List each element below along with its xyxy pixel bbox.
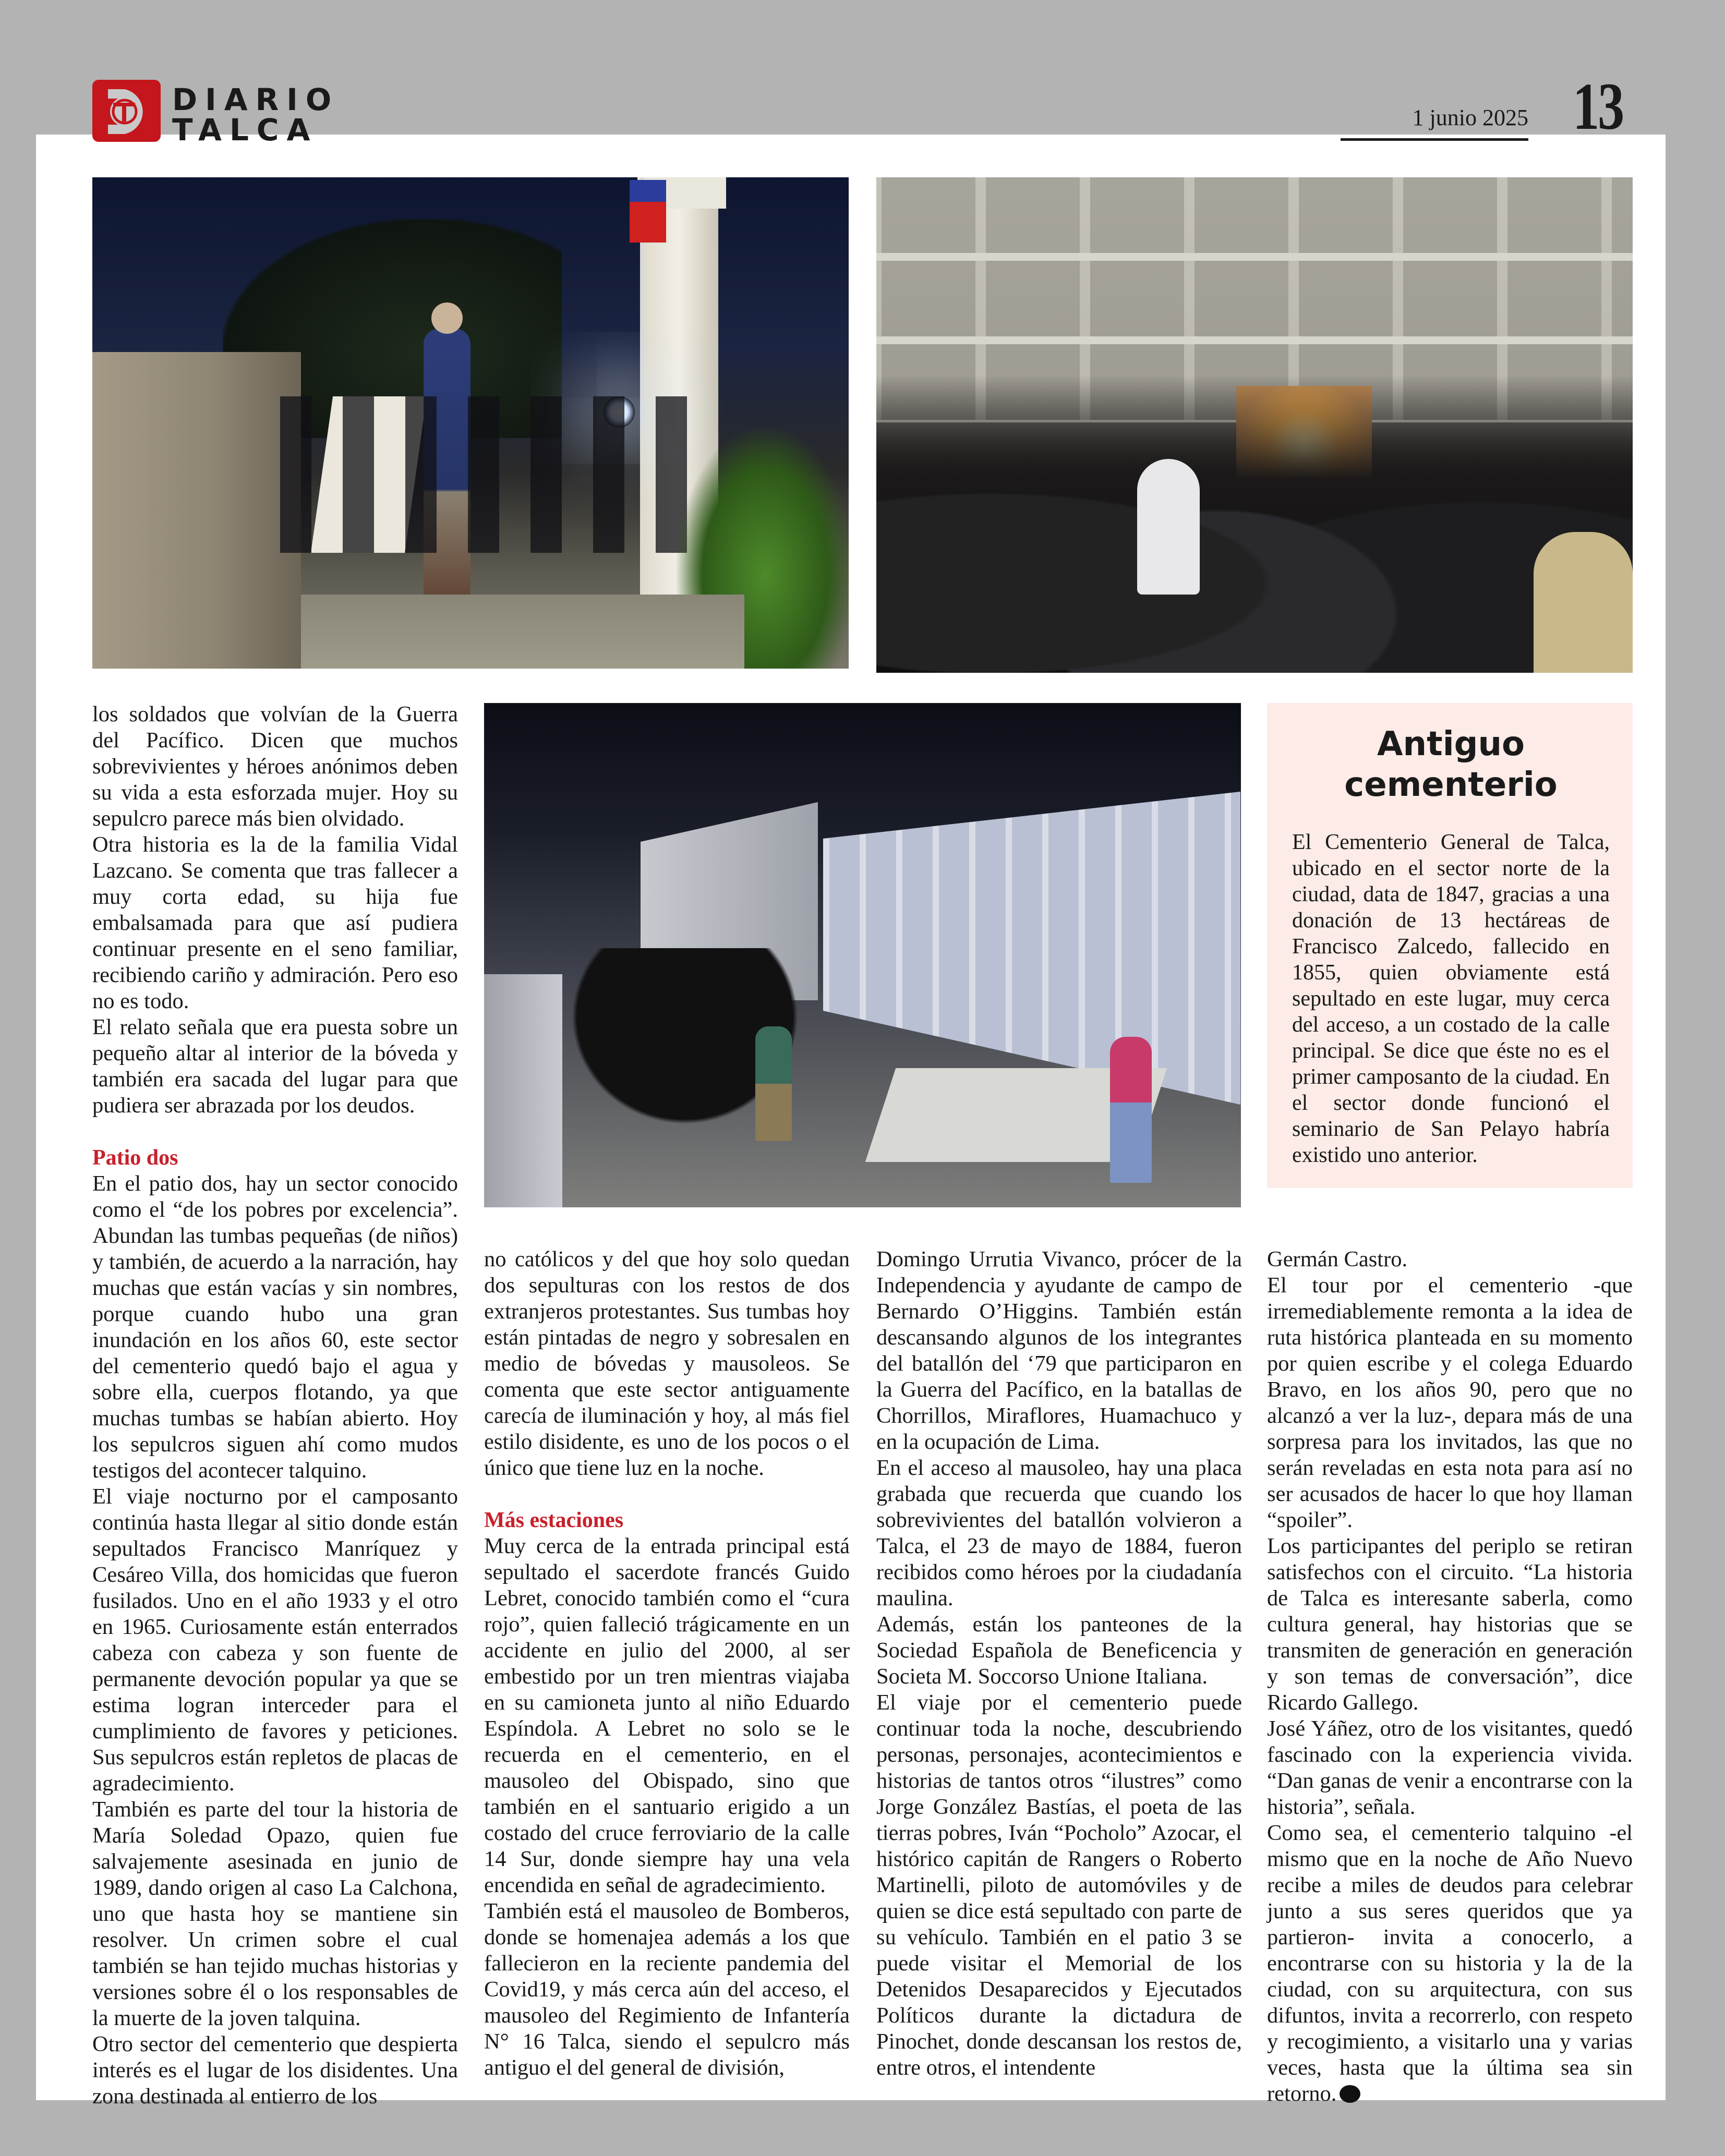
article-column-1	[92, 701, 458, 2110]
paragraph: José Yáñez, otro de los visitantes, quedó fascinado con la experiencia vivida. “Dan ganas de venir a encontrarse con la historia”, señala.	[1267, 1716, 1633, 1819]
paragraph: El relato señala que era puesta sobre un pequeño altar al interior de la bóveda y también era sacada del lugar para que pudiera ser abrazada por los deudos.	[92, 1015, 458, 1118]
photo-soldier-reenactor	[92, 177, 849, 669]
article-column-4	[1267, 1246, 1633, 2107]
paragraph: Otro sector del cementerio que despierta interés es el lugar de los disidentes. Una zona destinada al entierro de los	[92, 2032, 458, 2109]
subheading-mas-estaciones: Más estaciones	[484, 1508, 624, 1532]
paragraph: El tour por el cementerio -que irremediablemente remonta a la idea de ruta histórica planteada en su momento por quien escribe y el colega Eduardo Bravo, en los años 90, pero que no alcanzó a ver la luz-, depara más de una sorpresa para los invitados, las que no serán reveladas en esta nota para así no ser acusados de hacer lo que hoy llaman “spoiler”.	[1267, 1273, 1633, 1532]
page-number: 13	[1573, 69, 1623, 143]
paragraph: Germán Castro.	[1267, 1247, 1408, 1271]
paragraph: Muy cerca de la entrada principal está sepultado el sacerdote francés Guido Lebret, conocido también como el “cura rojo”, quien falleció trágicamente en un accidente en julio del 2000, al ser embestido por un tren mientras viajaba en su camioneta junto al niño Eduardo Espíndola. A Lebret no solo se le recuerda en el cementerio, en el mausoleo del Obispado, sino que también en el santuario erigido a un costado del cruce ferroviario de la calle 14 Sur, donde siempre hay una vela encendida en señal de agradecimiento.	[484, 1534, 850, 1897]
sidebar-title	[1292, 724, 1610, 805]
diario-talca-logo	[92, 80, 161, 142]
paragraph: También está el mausoleo de Bomberos, donde se homenajea además a los que fallecieron en la reciente pandemia del Covid19, y más cerca aún del acceso, el mausoleo del Regimiento de Infantería N° 16 Talca, siendo el sepulcro más antiguo el del general de división,	[484, 1899, 850, 2080]
paragraph: El viaje por el cementerio puede continuar toda la noche, descubriendo personas, personajes, acontecimientos e historias de tantos otros “ilustres” como Jorge González Bastías, el poeta de las tierras pobres, Iván “Pocholo” Azocar, el histórico capitán de Rangers o Roberto Martinelli, piloto de automóviles y de quien se dice está sepultado con parte de su vehículo. También en el patio 3 se puede visitar el Memorial de los Detenidos Desaparecidos y Ejecutados Políticos durante la dictadura de Pinochet, donde descansan los restos de, entre otros, el intendente	[876, 1690, 1242, 2080]
paragraph-final	[1267, 1820, 1633, 2107]
brand-name-line1: DIARIO	[172, 82, 340, 117]
paragraph: los soldados que volvían de la Guerra del Pacífico. Dicen que muchos sobrevivientes y héroes anónimos deben su vida a esta esforzada mujer. Hoy su sepulcro parece más bien olvidado.	[92, 702, 458, 831]
article-column-2	[484, 1246, 850, 2081]
date-underline	[1341, 138, 1528, 141]
sidebar-title-line2: cementerio	[1344, 766, 1558, 804]
photo-crowd-at-niches	[876, 177, 1633, 673]
article-column-3	[876, 1246, 1242, 2081]
paragraph: Además, están los panteones de la Sociedad Española de Beneficencia y Societa M. Soccorso Unione Italiana.	[876, 1612, 1242, 1689]
dt-monogram-icon	[92, 80, 161, 142]
paragraph: no católicos y del que hoy solo quedan dos sepulturas con los restos de dos extranjeros protestantes. Sus tumbas hoy están pintadas de negro y sobresalen en medio de bóvedas y mausoleos. Se comenta que este sector antiguamente carecía de iluminación y hoy, al más fiel estilo disidente, es uno de los pocos o el único que tiene luz en la noche.	[484, 1247, 850, 1480]
subheading-patio-dos: Patio dos	[92, 1146, 178, 1170]
paragraph: En el patio dos, hay un sector conocido como el “de los pobres por excelencia”. Abundan las tumbas pequeñas (de niños) y también, de acuerdo a la narración, hay muchas que están vacías y sin nombres, porque cuando hubo una gran inundación en los años 60, este sector del cementerio quedó bajo el agua y sobre ella, cuerpos flotando, ya que muchas tumbas se habían abierto. Hoy los sepulcros siguen ahí como mudos testigos del acontecer talquino.	[92, 1171, 458, 1483]
issue-date: 1 junio 2025	[1412, 105, 1528, 130]
brand-name-line2: TALCA	[172, 112, 318, 148]
paragraph: Otra historia es la de la familia Vidal Lazcano. Se comenta que tras fallecer a muy corta edad, su hija fue embalsamada para que así pudiera continuar presente en el seno familiar, recibiendo cariño y admiración. Pero eso no es todo.	[92, 832, 458, 1013]
sidebar-box-antiguo-cementerio	[1267, 703, 1633, 1188]
photo-group-among-mausoleums	[484, 703, 1241, 1207]
end-of-article-bullet-icon	[1340, 2085, 1360, 2103]
paragraph: Domingo Urrutia Vivanco, prócer de la Independencia y ayudante de campo de Bernardo O’Higgins. También están descansando algunos de los integrantes del batallón del ‘79 que participaron en la Guerra del Pacífico, en la batallas de Chorrillos, Miraflores, Huamachuco y en la ocupación de Lima.	[876, 1247, 1242, 1454]
sidebar-body: El Cementerio General de Talca, ubicado en el sector norte de la ciudad, data de 1847, gracias a una donación de 13 hectáreas de Francisco Zalcedo, fallecido en 1855, quien obviamente está sepultado en este lugar, muy cerca del acceso, a un costado de la calle principal. Se dice que éste no es el primer camposanto de la ciudad. En el sector donde funcionó el seminario de San Pelayo habría existido uno anterior.	[1292, 830, 1610, 1167]
paragraph: En el acceso al mausoleo, hay una placa grabada que recuerda que cuando los sobrevivientes del batallón volvieron a Talca, el 23 de mayo de 1884, fueron recibidos como héroes por la ciudadanía maulina.	[876, 1456, 1242, 1610]
paragraph: Los participantes del periplo se retiran satisfechos con el circuito. “La historia de Talca es interesante saberla, como cultura general, hay historias que se transmiten de generación en generación y son temas de conversación”, dice Ricardo Gallego.	[1267, 1534, 1633, 1715]
paragraph-text: Como sea, el cementerio talquino -el mismo que en la noche de Año Nuevo recibe a miles de deudos para celebrar junto a sus seres queridos que ya partieron- invita a conocerlo, a encontrarse con su historia y la de la ciudad, con su arquitectura, con sus difuntos, invita a recorrerlo, con respeto y recogimiento, a visitarlo una y varias veces, hasta que la última sea sin retorno.	[1267, 1821, 1633, 2106]
paragraph: El viaje nocturno por el camposanto continúa hasta llegar al sitio donde están sepultados Francisco Manríquez y Cesáreo Villa, dos homicidas que fueron fusilados. Uno en el año 1933 y el otro en 1965. Curiosamente están enterrados cabeza con cabeza y son fuente de permanente devoción popular ya que se estima logran interceder para el cumplimiento de favores y peticiones. Sus sepulcros están repletos de placas de agradecimiento.	[92, 1484, 458, 1796]
paragraph: También es parte del tour la historia de María Soledad Opazo, quien fue salvajemente asesinada en junio de 1989, dando origen al caso La Calchona, uno que hasta hoy se mantiene sin resolver. Un crimen sobre el cual también se han tejido muchas historias y versiones sobre él o los responsables de la muerte de la joven talquina.	[92, 1797, 458, 2030]
sidebar-title-line1: Antiguo	[1377, 725, 1525, 764]
